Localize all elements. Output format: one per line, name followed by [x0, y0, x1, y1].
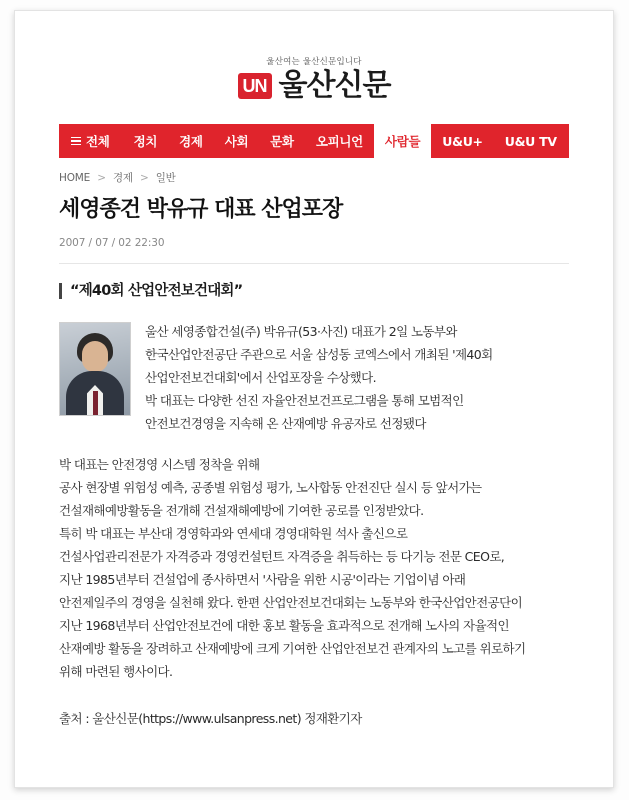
- masthead-slogan: 울산여는 울산신문입니다: [266, 57, 362, 67]
- body-line-8: 지난 1968년부터 산업안전보건에 대한 홍보 활동을 효과적으로 전개해 노사의 자율적인: [59, 618, 509, 633]
- source-suffix: ) 정재환기자: [296, 711, 362, 726]
- nav-item-opinion[interactable]: [305, 124, 374, 158]
- logo-wordmark: 울산신문: [278, 68, 391, 103]
- nav-item-politics-label: 정치: [133, 134, 158, 149]
- nav-item-all-label: 전체: [86, 134, 110, 149]
- body-block: [59, 453, 569, 683]
- nav-item-people[interactable]: [374, 124, 431, 158]
- nav-item-economy[interactable]: [168, 124, 214, 158]
- nav-item-culture-label: 문화: [270, 134, 294, 149]
- nav-item-society-label: 사회: [224, 134, 249, 149]
- source-url-link[interactable]: https://www.ulsanpress.net: [142, 711, 297, 726]
- article-paper: [14, 10, 614, 788]
- nav-item-economy-label: 경제: [179, 134, 203, 149]
- body-line-4: 특히 박 대표는 부산대 경영학과와 연세대 경영대학원 석사 출신으로: [59, 526, 408, 541]
- portrait-face: [82, 341, 108, 372]
- hamburger-icon: [71, 135, 81, 148]
- breadcrumb-home[interactable]: HOME: [59, 172, 91, 184]
- breadcrumb[interactable]: [59, 170, 569, 185]
- lead-line-1: 울산 세영종합건설(주) 박유규(53·사진) 대표가 2일 노동부와: [145, 324, 457, 339]
- nav-item-politics[interactable]: [123, 124, 169, 158]
- body-line-9: 산재예방 활동을 장려하고 산재예방에 크게 기여한 산업안전보건 관계자의 노고를 위로하기: [59, 641, 526, 656]
- article-source: [59, 709, 569, 727]
- lead-line-4: 박 대표는 다양한 선진 자율안전보건프로그램을 통해 모범적인: [145, 393, 464, 408]
- body-line-3: 건설재해예방활동을 전개해 건설재해예방에 기여한 공로를 인정받았다.: [59, 503, 424, 518]
- lead-block: [59, 320, 569, 435]
- body-line-10: 위해 마련된 행사이다.: [59, 664, 173, 679]
- breadcrumb-separator-2: >: [139, 172, 149, 184]
- portrait-tie: [93, 391, 98, 415]
- lead-line-2: 한국산업안전공단 주관으로 서울 삼성동 코엑스에서 개최된 '제40회: [145, 347, 493, 362]
- nav-item-uuplus[interactable]: [431, 124, 493, 158]
- body-line-7: 안전제일주의 경영을 실천해 왔다. 한편 산업안전보건대회는 노동부와 한국산업안전공단이: [59, 595, 523, 610]
- nav-item-uuplus-label: U&U+: [442, 133, 483, 149]
- body-line-1: 박 대표는 안전경영 시스템 정착을 위해: [59, 457, 260, 472]
- nav-item-all[interactable]: [59, 124, 123, 158]
- nav-item-culture[interactable]: [259, 124, 305, 158]
- page-title: 세영종건 박유규 대표 산업포장: [59, 197, 343, 222]
- breadcrumb-section[interactable]: 경제: [112, 172, 133, 184]
- masthead: [15, 11, 613, 102]
- site-logo[interactable]: [238, 70, 391, 102]
- lead-line-3: 산업안전보건대회'에서 산업포장을 수상했다.: [145, 370, 376, 385]
- portrait-photo: [59, 322, 131, 416]
- body-line-2: 공사 현장별 위험성 예측, 공종별 위험성 평가, 노사합동 안전진단 실시 등 앞서가는: [59, 480, 482, 495]
- body-line-6: 지난 1985년부터 건설업에 종사하면서 '사람을 위한 시공'이라는 기업이념 아래: [59, 572, 466, 587]
- breadcrumb-subsection[interactable]: 일반: [155, 172, 176, 184]
- main-navigation[interactable]: [59, 124, 569, 158]
- breadcrumb-separator-1: >: [97, 172, 106, 184]
- nav-item-opinion-label: 오피니언: [315, 134, 363, 149]
- lead-line-5: 안전보건경영을 지속해 온 산재예방 유공자로 선정됐다: [145, 416, 426, 431]
- body-line-5: 건설사업관리전문가 자격증과 경영컨설턴트 자격증을 취득하는 등 다기능 전문 CEO로,: [59, 549, 505, 564]
- nav-item-uutv-label: U&U TV: [504, 133, 557, 149]
- article-body: [59, 264, 569, 683]
- article-subheading: “제40회 산업안전보건대회”: [59, 281, 569, 301]
- article-timestamp: 2007 / 07 / 02 22:30: [59, 237, 165, 249]
- nav-item-uutv[interactable]: [494, 124, 568, 158]
- logo-mark-icon: UN: [238, 73, 272, 99]
- nav-item-society[interactable]: [214, 124, 260, 158]
- nav-item-people-label: 사람들: [384, 134, 421, 149]
- source-prefix: 출처 : 울산신문(: [59, 711, 143, 726]
